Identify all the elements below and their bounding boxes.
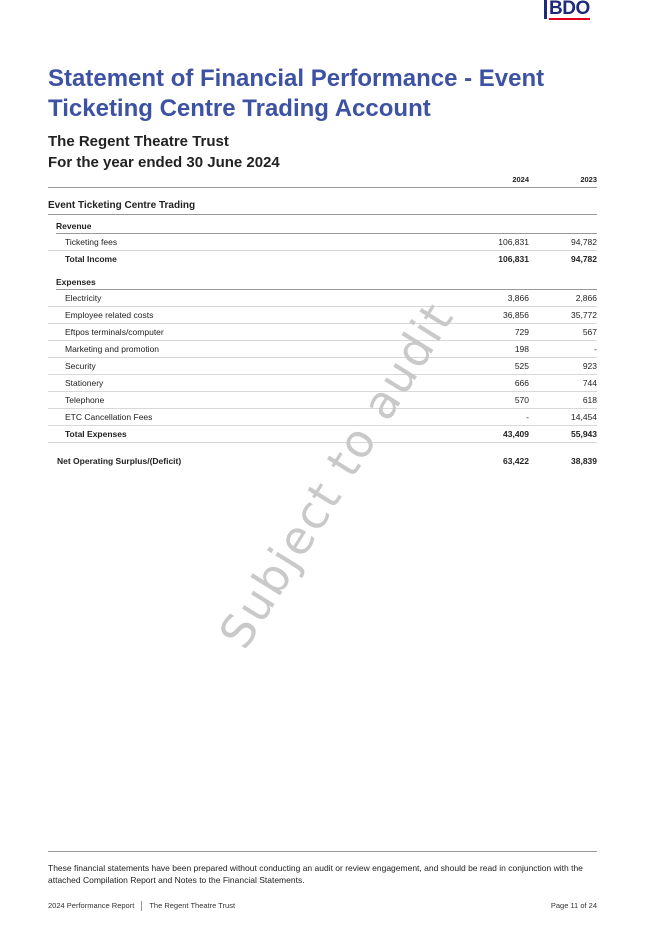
row-label: Telephone xyxy=(65,395,105,405)
row-value-2024: 106,831 xyxy=(498,254,529,264)
row-value-2023: 55,943 xyxy=(571,429,597,439)
row-value-2024: 729 xyxy=(514,327,529,337)
total-income-row xyxy=(48,251,597,267)
row-label: Total Income xyxy=(65,254,117,264)
row-label: Eftpos terminals/computer xyxy=(65,327,164,337)
total-expenses-row xyxy=(48,426,597,443)
row-label: Net Operating Surplus/(Deficit) xyxy=(57,456,182,466)
entity-name: The Regent Theatre Trust xyxy=(48,133,229,150)
expenses-heading: Expenses xyxy=(56,275,597,290)
row-value-2023: 38,839 xyxy=(571,456,597,466)
row-value-2024: 63,422 xyxy=(503,456,529,466)
row-label: Employee related costs xyxy=(65,310,154,320)
row-value-2024: - xyxy=(526,412,529,422)
row-value-2023: 94,782 xyxy=(571,237,597,247)
table-row xyxy=(48,409,597,426)
logo-text: BDO xyxy=(549,0,590,19)
row-value-2023: 94,782 xyxy=(571,254,597,264)
row-value-2023: 744 xyxy=(582,378,597,388)
table-row xyxy=(48,392,597,409)
page-title: Statement of Financial Performance - Event Ticketing Centre Trading Account xyxy=(48,65,545,122)
row-value-2023: 567 xyxy=(582,327,597,337)
row-label: Ticketing fees xyxy=(65,237,118,247)
row-value-2024: 36,856 xyxy=(503,310,529,320)
row-value-2024: 525 xyxy=(514,361,529,371)
row-value-2023: 923 xyxy=(582,361,597,371)
column-header-row xyxy=(48,172,597,188)
row-value-2024: 666 xyxy=(514,378,529,388)
row-value-2023: 35,772 xyxy=(571,310,597,320)
table-row xyxy=(48,341,597,358)
row-label: Stationery xyxy=(65,378,104,388)
page-subtitle xyxy=(48,131,608,173)
row-label: Security xyxy=(65,361,96,371)
table-row xyxy=(48,375,597,392)
row-value-2024: 3,866 xyxy=(507,293,529,303)
table-row xyxy=(48,324,597,341)
footer-left xyxy=(48,900,235,912)
page-number: Page 11 of 24 xyxy=(550,901,597,910)
page-footer xyxy=(48,900,597,912)
financial-table xyxy=(48,172,597,469)
column-header-2024: 2024 xyxy=(512,175,529,184)
row-label: Electricity xyxy=(65,293,102,303)
row-value-2024: 198 xyxy=(514,344,529,354)
table-row xyxy=(48,234,597,251)
bdo-logo xyxy=(544,0,598,20)
footer-report: 2024 Performance Report xyxy=(48,901,135,910)
row-value-2023: 2,866 xyxy=(575,293,597,303)
row-value-2024: 106,831 xyxy=(498,237,529,247)
row-label: Marketing and promotion xyxy=(65,344,160,354)
logo-bar xyxy=(544,0,547,19)
table-row xyxy=(48,290,597,307)
column-header-2023: 2023 xyxy=(580,175,597,184)
row-value-2023: 14,454 xyxy=(571,412,597,422)
table-row xyxy=(48,358,597,375)
row-value-2024: 43,409 xyxy=(503,429,529,439)
row-label: ETC Cancellation Fees xyxy=(65,412,153,422)
row-value-2024: 570 xyxy=(514,395,529,405)
footer-org: The Regent Theatre Trust xyxy=(149,901,236,910)
row-label: Total Expenses xyxy=(65,429,127,439)
row-value-2023: - xyxy=(594,344,597,354)
revenue-heading: Revenue xyxy=(56,219,597,234)
footer-separator xyxy=(141,901,142,911)
row-value-2023: 618 xyxy=(582,395,597,405)
disclaimer-note: These financial statements have been prepared without conducting an audit or review engagement, and should be read in conjunction with the attached Compilation Report and Notes to the Financial Statements. xyxy=(48,863,583,885)
watermark: Subject to audit xyxy=(208,292,465,658)
section-heading: Event Ticketing Centre Trading xyxy=(48,198,597,215)
period: For the year ended 30 June 2024 xyxy=(48,154,280,171)
footer-divider xyxy=(48,851,597,852)
table-row xyxy=(48,307,597,324)
